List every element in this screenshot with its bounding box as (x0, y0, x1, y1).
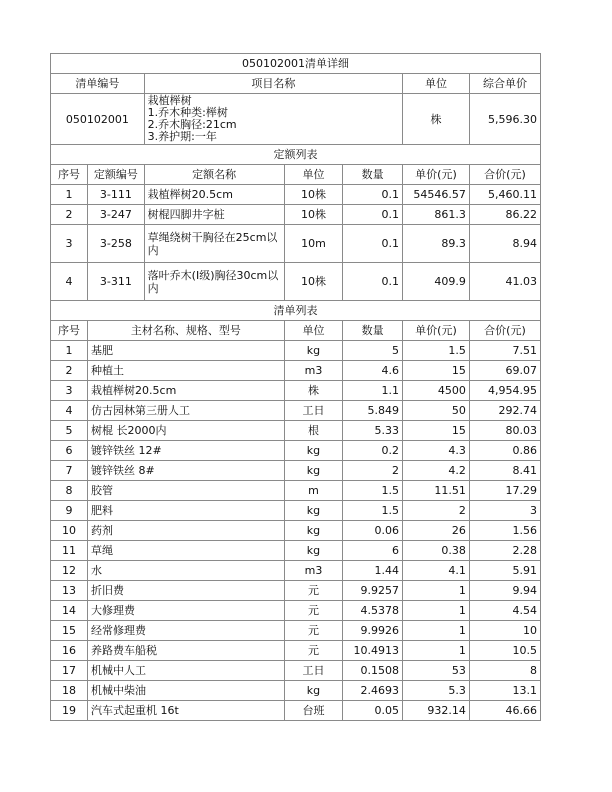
quota-no: 1 (51, 185, 88, 205)
material-price: 53 (403, 661, 470, 681)
quota-no: 3 (51, 225, 88, 263)
material-total: 3 (469, 501, 540, 521)
item-name-line: 栽植榉树 (147, 94, 192, 107)
material-total: 2.28 (469, 541, 540, 561)
material-unit: kg (284, 341, 343, 361)
material-header-price: 单价(元) (403, 321, 470, 341)
quota-code: 3-111 (88, 185, 145, 205)
material-row (51, 561, 541, 581)
material-total: 10 (469, 621, 540, 641)
material-no: 16 (51, 641, 88, 661)
material-price: 1 (403, 581, 470, 601)
material-row (51, 441, 541, 461)
quota-unit: 10株 (284, 263, 343, 301)
quota-unit: 10株 (284, 205, 343, 225)
material-header-unit: 单位 (284, 321, 343, 341)
quota-qty: 0.1 (343, 185, 403, 205)
material-total: 10.5 (469, 641, 540, 661)
material-no: 18 (51, 681, 88, 701)
material-no: 9 (51, 501, 88, 521)
material-qty: 10.4913 (343, 641, 403, 661)
quota-total: 8.94 (469, 225, 540, 263)
material-name: 机械中人工 (88, 661, 285, 681)
quota-no: 4 (51, 263, 88, 301)
material-qty: 0.2 (343, 441, 403, 461)
material-name: 树棍 长2000内 (88, 421, 285, 441)
material-total: 7.51 (469, 341, 540, 361)
quota-total: 41.03 (469, 263, 540, 301)
material-total: 69.07 (469, 361, 540, 381)
material-total: 46.66 (469, 701, 540, 721)
material-row (51, 341, 541, 361)
quota-row (51, 263, 541, 301)
material-no: 4 (51, 401, 88, 421)
quota-name: 树棍四脚井字桩 (144, 205, 284, 225)
material-no: 15 (51, 621, 88, 641)
table-title: 050102001清单详细 (51, 54, 541, 74)
material-qty: 1.44 (343, 561, 403, 581)
material-price: 15 (403, 361, 470, 381)
material-qty: 4.5378 (343, 601, 403, 621)
material-qty: 1.5 (343, 501, 403, 521)
quota-price: 89.3 (403, 225, 470, 263)
quota-total: 5,460.11 (469, 185, 540, 205)
material-row (51, 681, 541, 701)
material-price: 4.2 (403, 461, 470, 481)
material-total: 9.94 (469, 581, 540, 601)
material-total: 13.1 (469, 681, 540, 701)
material-name: 胶管 (88, 481, 285, 501)
material-total: 1.56 (469, 521, 540, 541)
material-no: 19 (51, 701, 88, 721)
material-qty: 9.9926 (343, 621, 403, 641)
quota-name: 栽植榉树20.5cm (144, 185, 284, 205)
material-unit: kg (284, 521, 343, 541)
material-no: 17 (51, 661, 88, 681)
material-price: 4.1 (403, 561, 470, 581)
material-no: 7 (51, 461, 88, 481)
quota-name: 落叶乔木(I级)胸径30cm以内 (144, 263, 284, 301)
material-name: 汽车式起重机 16t (88, 701, 285, 721)
material-qty: 1.5 (343, 481, 403, 501)
material-section-title: 清单列表 (51, 301, 541, 321)
quota-price: 861.3 (403, 205, 470, 225)
material-unit: 台班 (284, 701, 343, 721)
material-name: 经常修理费 (88, 621, 285, 641)
material-qty: 4.6 (343, 361, 403, 381)
material-unit: 工日 (284, 401, 343, 421)
material-qty: 5.849 (343, 401, 403, 421)
material-name: 折旧费 (88, 581, 285, 601)
quota-row (51, 185, 541, 205)
material-row (51, 481, 541, 501)
material-name: 草绳 (88, 541, 285, 561)
material-unit: 元 (284, 601, 343, 621)
item-price: 5,596.30 (469, 94, 540, 145)
material-unit: kg (284, 681, 343, 701)
material-no: 3 (51, 381, 88, 401)
header-price: 综合单价 (469, 74, 540, 94)
material-price: 1 (403, 601, 470, 621)
material-no: 2 (51, 361, 88, 381)
quota-code: 3-258 (88, 225, 145, 263)
material-unit: 工日 (284, 661, 343, 681)
material-row (51, 461, 541, 481)
material-price: 2 (403, 501, 470, 521)
material-row (51, 581, 541, 601)
item-name-line: 1.乔木种类:榉树 (147, 106, 228, 119)
material-qty: 5 (343, 341, 403, 361)
material-row (51, 421, 541, 441)
material-qty: 9.9257 (343, 581, 403, 601)
material-unit: 株 (284, 381, 343, 401)
material-row (51, 641, 541, 661)
material-qty: 0.1508 (343, 661, 403, 681)
material-unit: 元 (284, 621, 343, 641)
material-total: 4,954.95 (469, 381, 540, 401)
material-name: 镀锌铁丝 12# (88, 441, 285, 461)
material-total: 292.74 (469, 401, 540, 421)
quota-header-unit: 单位 (284, 165, 343, 185)
header-name: 项目名称 (144, 74, 402, 94)
material-qty: 5.33 (343, 421, 403, 441)
material-no: 10 (51, 521, 88, 541)
quota-name: 草绳绕树干胸径在25cm以内 (144, 225, 284, 263)
material-unit: 元 (284, 641, 343, 661)
item-name (144, 94, 402, 145)
material-row (51, 381, 541, 401)
quota-qty: 0.1 (343, 225, 403, 263)
material-total: 17.29 (469, 481, 540, 501)
material-no: 14 (51, 601, 88, 621)
material-price: 4.3 (403, 441, 470, 461)
quota-row (51, 225, 541, 263)
material-header-name: 主材名称、规格、型号 (88, 321, 285, 341)
material-qty: 0.05 (343, 701, 403, 721)
material-price: 1.5 (403, 341, 470, 361)
material-row (51, 501, 541, 521)
material-unit: kg (284, 441, 343, 461)
material-price: 11.51 (403, 481, 470, 501)
material-qty: 6 (343, 541, 403, 561)
quota-code: 3-247 (88, 205, 145, 225)
quota-section-title: 定额列表 (51, 145, 541, 165)
material-total: 80.03 (469, 421, 540, 441)
material-price: 5.3 (403, 681, 470, 701)
item-unit: 株 (403, 94, 470, 145)
quota-header-price: 单价(元) (403, 165, 470, 185)
material-row (51, 701, 541, 721)
item-name-line: 2.乔木胸径:21cm (147, 118, 237, 131)
quota-no: 2 (51, 205, 88, 225)
material-row (51, 401, 541, 421)
quota-header-code: 定额编号 (88, 165, 145, 185)
material-price: 0.38 (403, 541, 470, 561)
material-no: 8 (51, 481, 88, 501)
material-total: 8 (469, 661, 540, 681)
material-total: 4.54 (469, 601, 540, 621)
quota-qty: 0.1 (343, 263, 403, 301)
header-unit: 单位 (403, 74, 470, 94)
material-name: 栽植榉树20.5cm (88, 381, 285, 401)
material-price: 50 (403, 401, 470, 421)
material-no: 6 (51, 441, 88, 461)
material-header-total: 合价(元) (469, 321, 540, 341)
material-row (51, 361, 541, 381)
material-price: 1 (403, 621, 470, 641)
material-unit: 元 (284, 581, 343, 601)
quota-code: 3-311 (88, 263, 145, 301)
material-total: 0.86 (469, 441, 540, 461)
item-name-line: 3.养护期:一年 (147, 130, 217, 143)
material-row (51, 621, 541, 641)
material-total: 5.91 (469, 561, 540, 581)
material-name: 水 (88, 561, 285, 581)
material-name: 基肥 (88, 341, 285, 361)
quota-header-qty: 数量 (343, 165, 403, 185)
material-row (51, 601, 541, 621)
material-name: 镀锌铁丝 8# (88, 461, 285, 481)
material-name: 仿古园林第三册人工 (88, 401, 285, 421)
material-price: 932.14 (403, 701, 470, 721)
material-name: 大修理费 (88, 601, 285, 621)
quota-qty: 0.1 (343, 205, 403, 225)
material-name: 养路费车船税 (88, 641, 285, 661)
quota-row (51, 205, 541, 225)
material-no: 5 (51, 421, 88, 441)
quota-header-no: 序号 (51, 165, 88, 185)
quota-header-name: 定额名称 (144, 165, 284, 185)
material-name: 肥料 (88, 501, 285, 521)
material-name: 种植土 (88, 361, 285, 381)
material-header-qty: 数量 (343, 321, 403, 341)
material-qty: 2 (343, 461, 403, 481)
material-no: 13 (51, 581, 88, 601)
material-price: 4500 (403, 381, 470, 401)
material-total: 8.41 (469, 461, 540, 481)
quota-price: 54546.57 (403, 185, 470, 205)
material-unit: m (284, 481, 343, 501)
item-code: 050102001 (51, 94, 145, 145)
material-header-no: 序号 (51, 321, 88, 341)
material-price: 26 (403, 521, 470, 541)
material-no: 11 (51, 541, 88, 561)
material-name: 机械中柴油 (88, 681, 285, 701)
material-row (51, 541, 541, 561)
material-unit: 根 (284, 421, 343, 441)
material-unit: kg (284, 501, 343, 521)
header-code: 清单编号 (51, 74, 145, 94)
quota-header-total: 合价(元) (469, 165, 540, 185)
material-row (51, 521, 541, 541)
quota-unit: 10m (284, 225, 343, 263)
material-qty: 0.06 (343, 521, 403, 541)
material-no: 12 (51, 561, 88, 581)
material-row (51, 661, 541, 681)
material-name: 药剂 (88, 521, 285, 541)
material-unit: m3 (284, 561, 343, 581)
detail-table (50, 53, 541, 721)
material-unit: kg (284, 541, 343, 561)
material-qty: 1.1 (343, 381, 403, 401)
material-price: 15 (403, 421, 470, 441)
quota-unit: 10株 (284, 185, 343, 205)
material-no: 1 (51, 341, 88, 361)
material-qty: 2.4693 (343, 681, 403, 701)
material-unit: kg (284, 461, 343, 481)
quota-price: 409.9 (403, 263, 470, 301)
material-unit: m3 (284, 361, 343, 381)
material-price: 1 (403, 641, 470, 661)
quota-total: 86.22 (469, 205, 540, 225)
